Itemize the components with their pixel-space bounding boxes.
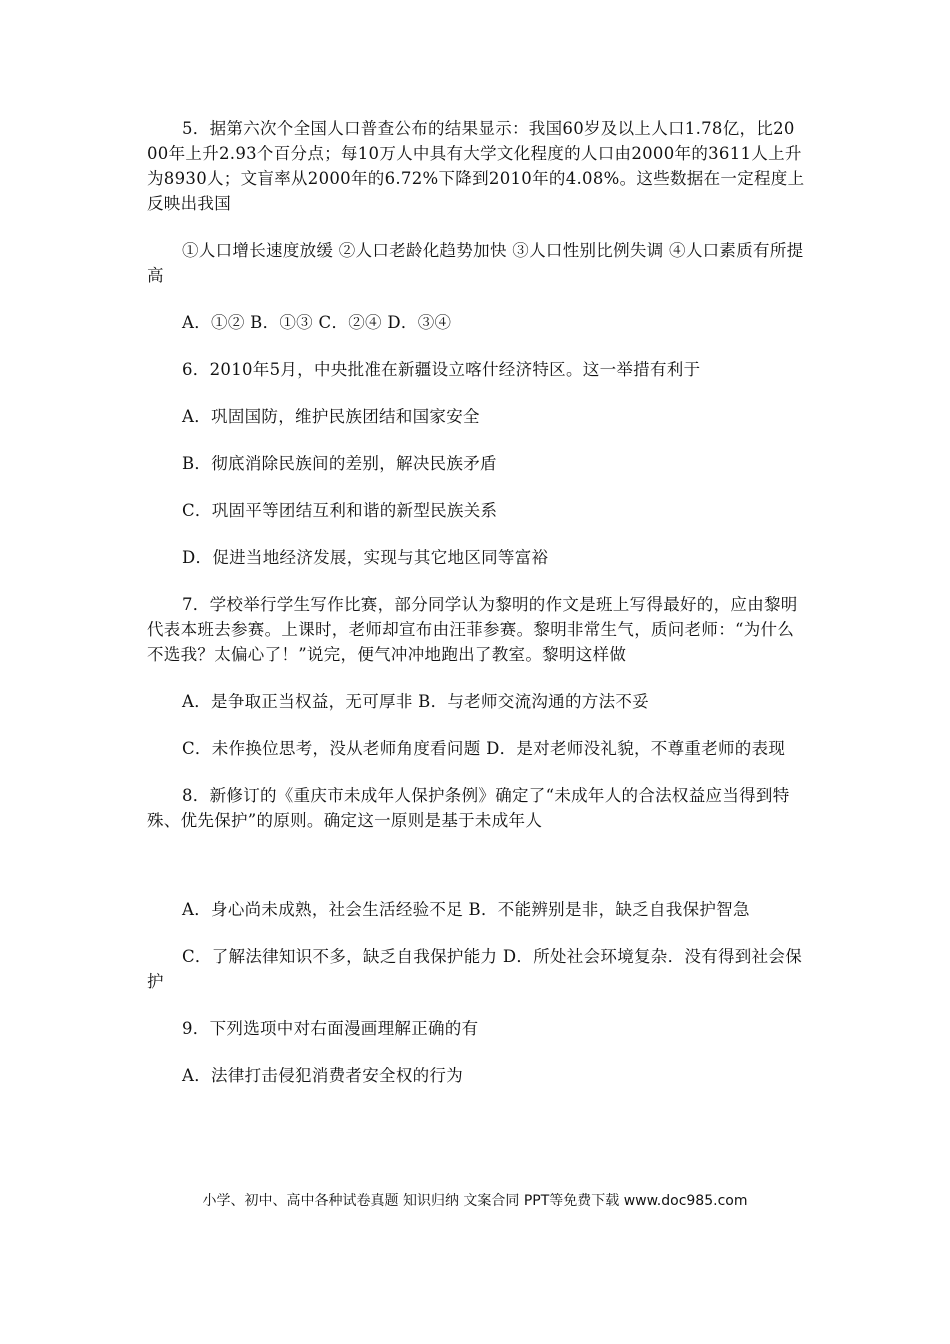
question-6-stem: 6．2010年5月，中央批准在新疆设立喀什经济特区。这一举措有利于 [182,360,701,379]
question-9-option-a: A．法律打击侵犯消费者安全权的行为 [182,1066,464,1085]
question-9-stem: 9．下列选项中对右面漫画理解正确的有 [182,1019,479,1038]
question-5-statements: ①人口增长速度放缓 ②人口老龄化趋势加快 ③人口性别比例失调 ④人口素质有所提高 [147,241,804,285]
question-7-options-cd: C．未作换位思考，没从老师角度看问题 D．是对老师没礼貌，不尊重老师的表现 [182,739,786,758]
question-6-option-d: D．促进当地经济发展，实现与其它地区同等富裕 [182,548,549,567]
question-6-option-a: A．巩固国防，维护民族团结和国家安全 [182,407,480,426]
question-8-options-cd: C．了解法律知识不多，缺乏自我保护能力 D．所处社会环境复杂．没有得到社会保护 [147,947,802,991]
page-footer: 小学、初中、高中各种试卷真题 知识归纳 文案合同 PPT等免费下载 www.doc985.com [202,1193,748,1209]
blank-space [147,855,805,897]
question-5-stem: 5．据第六次个全国人口普查公布的结果显示：我国60岁及以上人口1.78亿，比2000年上升2.93个百分点；每10万人中具有大学文化程度的人口由2000年的3611人上升为8930人；文盲率从2000年的6.72%下降到2010年的4.08%。这些数据在一定程度上反映出我国 [147,119,805,213]
question-5-options: A．①② B．①③ C．②④ D．③④ [182,313,452,332]
document-body [147,116,805,1110]
question-7-options-ab: A．是争取正当权益，无可厚非 B．与老师交流沟通的方法不妥 [182,692,649,711]
question-6-option-b: B．彻底消除民族间的差别，解决民族矛盾 [182,454,497,473]
question-8-options-ab: A．身心尚未成熟，社会生活经验不足 B．不能辨别是非，缺乏自我保护智急 [182,900,750,919]
question-6-option-c: C．巩固平等团结互利和谐的新型民族关系 [182,501,498,520]
question-8-stem: 8．新修订的《重庆市未成年人保护条例》确定了“未成年人的合法权益应当得到特殊、优先保护”的原则。确定这一原则是基于未成年人 [147,786,790,830]
question-7-stem: 7．学校举行学生写作比赛，部分同学认为黎明的作文是班上写得最好的，应由黎明代表本班去参赛。上课时，老师却宣布由汪菲参赛。黎明非常生气，质问老师：“为什么不选我？太偏心了！”说完，便气冲冲地跑出了教室。黎明这样做 [147,595,798,664]
